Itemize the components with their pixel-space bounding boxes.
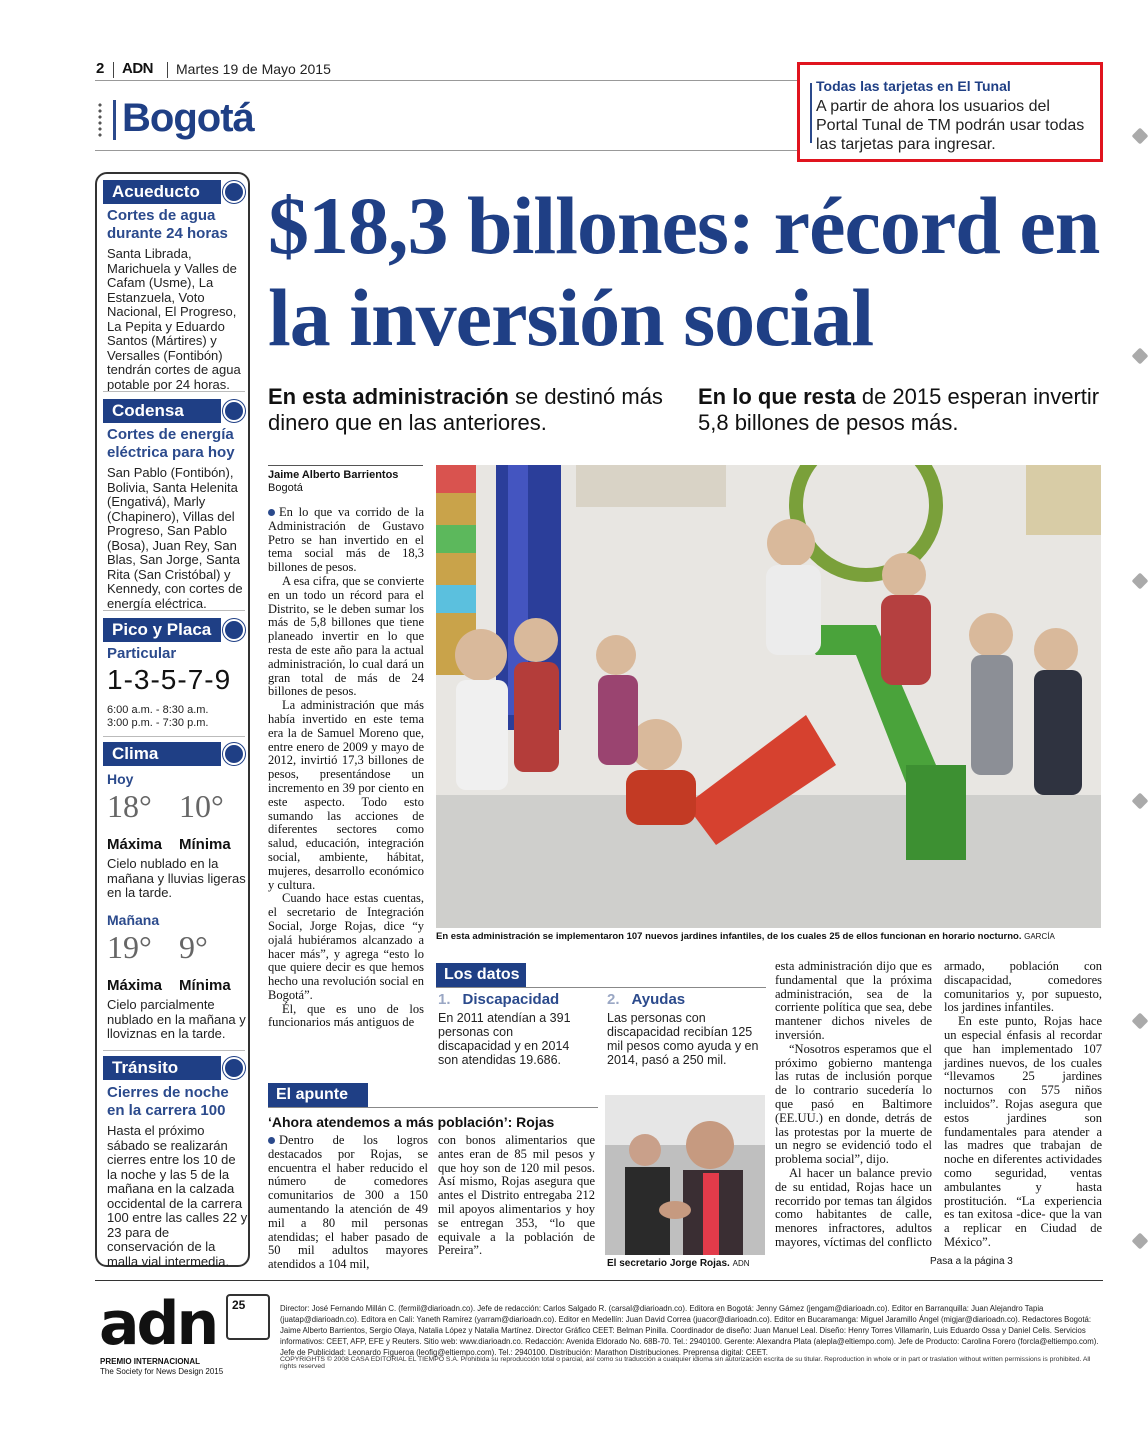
bullet-icon <box>268 509 275 516</box>
apunte-title: ‘Ahora atendemos a más población’: Rojas <box>268 1114 555 1130</box>
footer-premio: PREMIO INTERNACIONAL <box>100 1357 200 1366</box>
article-paragraph: Él, que es uno de los funcionarios más antiguos de <box>268 1001 424 1030</box>
secretary-caption <box>607 1258 750 1269</box>
margin-arrow-icon <box>1132 348 1148 365</box>
sidebar-tab-clima: Clima <box>103 742 221 766</box>
article-paragraph: Al hacer un balance previo de su entidad, Rojas hace un recorrido por temas tan álgidos como habitantes de calle, menores infractores, adultos mayores, víctimas del conflicto <box>775 1165 932 1249</box>
apunte-column-2 <box>438 1134 595 1258</box>
photo-caption-text: En esta administración se implementaron 107 nuevos jardines infantiles, de los cuales 25 de ellos funcionan en horario nocturno. <box>436 931 1022 942</box>
article-paragraph: A esa cifra, que se convierte en un todo un récord para el Distrito, se le deben sumar los más de 5,8 billones que tiene planeado invertir en lo que resta de este año para la actual administración, lo cual dará un gran total de más de 24 billones de pesos. <box>268 573 424 699</box>
lead-right-rest: de 2015 esperan invertir 5,8 billones de pesos más. <box>698 384 1100 435</box>
clima-max-label: Máxima <box>107 977 163 994</box>
margin-arrow-icon <box>1132 573 1148 590</box>
article-paragraph: La administración que más había invertido en este tema era la de Samuel Moreno que, entre enero de 2009 y mayo de 2012, invirtió 17,3 billones de pesos, presentándose un incremento en 39 por ciento en este aspecto. Todo esto sumando las acciones de diferentes sectores como salud, educación, integración social, ambiente, hábitat, mujeres, desarrollo económico y cultura. <box>268 698 424 892</box>
secretary-portrait-illustration <box>605 1095 765 1255</box>
secretary-photo <box>605 1095 765 1255</box>
dato-2-heading <box>607 991 685 1008</box>
speech-bubble-icon <box>223 181 245 203</box>
photo-credit: GARCÍA <box>1024 932 1055 941</box>
lead-right-strong: En lo que resta <box>698 384 856 409</box>
teaser-box[interactable] <box>797 62 1103 162</box>
byline-place: Bogotá <box>268 482 303 494</box>
clima-min-label: Mínima <box>179 977 231 994</box>
section-dots-icon <box>96 102 104 138</box>
article-column-1 <box>268 506 424 1030</box>
speech-bubble-icon <box>223 619 245 641</box>
article-paragraph-text: En lo que va corrido de la Administración de Gustavo Petro se han invertido en el tema social más de 18,3 billones de pesos. <box>268 505 424 575</box>
sidebar-divider <box>103 391 245 392</box>
transito-text: Hasta el próximo sábado se realizarán cierres entre los 10 de la noche y las 5 de la mañana en la calzada occidental de la carrera 100 entre las calles 22 y 23 para de conservación de la malla vial intermedia. <box>107 1123 248 1269</box>
apunte-paragraph <box>268 1134 428 1272</box>
lead-left-strong: En esta administración <box>268 384 509 409</box>
article-column-3 <box>775 960 932 1250</box>
sidebar-divider <box>103 610 245 611</box>
article-paragraph: Cuando hace estas cuentas, el secretario de Integración Social, Jorge Rojas, dice “y ojalá hubiéramos alcanzado a hacer más”, y agrega “esto lo que quiere decir es que hemos hecho una revolución social en Bogotá”. <box>268 891 424 1002</box>
header-separator <box>113 62 114 78</box>
apunte-paragraph-text: Dentro de los logros destacados por Rojas, se encuentra el haber reducido el número de comedores comunitarios de 300 a 150 aumentando la atención de 49 mil a 80 mil personas atendidas; el haber pasado de 50 mil adultos mayores atendidos a 104 mil, <box>268 1133 428 1272</box>
datos-tab: Los datos <box>436 963 526 987</box>
apunte-rule <box>268 1107 598 1108</box>
byline-name: Jaime Alberto Barrientos <box>268 469 399 481</box>
margin-arrow-icon <box>1132 1233 1148 1250</box>
dato-2-number: 2. <box>607 991 620 1008</box>
pico-placa-hours-morning: 6:00 a.m. - 8:30 a.m. <box>107 704 209 716</box>
footer-logo: adn <box>99 1289 217 1359</box>
header-date: Martes 19 de Mayo 2015 <box>176 61 331 77</box>
acueducto-text: Santa Librada, Marichuela y Valles de Cafam (Usme), La Estanzuela, Voto Nacional, El Progreso, La Pepita y Eduardo Santos (Mártires) y Versalles (Fontibón) tendrán cortes de agua potable por 24 horas. <box>107 246 241 392</box>
speech-bubble-icon <box>223 1057 245 1079</box>
pico-placa-title: Particular <box>107 645 177 662</box>
anniversary-badge-icon <box>226 1294 270 1340</box>
codensa-text: San Pablo (Fontibón), Bolivia, Santa Helenita (Engativá), Marly (Chapinero), Villas del Progreso, San Pablo (Bosa), Juan Rey, San Blas, San Jorge, Santa Rita (San Cristóbal) y Kennedy, con cortes de energía eléctrica. <box>107 465 243 611</box>
section-bar <box>113 100 116 140</box>
apunte-column-1 <box>268 1134 428 1272</box>
speech-bubble-icon <box>223 743 245 765</box>
article-paragraph: En este punto, Rojas hace un especial énfasis al recordar que han implementado 107 jardines nuevos, de los cuales “llevamos 25 jardines nocturnos con 575 niños incluidos”. Rojas asegura que estos jardines son fundamentales para atender a las madres que trabajan de noche en diferentes actividades como seguridad, ventas ambulantes y hasta prostitución. “La experiencia es tan exitosa -dice- que la van a replicar en Ciudad de México”. <box>944 1014 1102 1249</box>
footer-credits: Director: José Fernando Millán C. (fermil@diarioadn.co). Jefe de redacción: Carlos Salgado R. (carsal@diarioadn.co). Editora en Bogotá: Jenny Gámez (jengam@diarioadn.co). Editor en Barranquilla: Juan Alejandro Tapia (juatap@diarioadn.co). Editora en Cali: Yaneth Ramírez (yarram@diarioadn.co). Editor en Medellín: Juan David Correa (juacor@diarioadn.co). Editor en Bucaramanga: Miguel Jaramillo Ángel (migjar@diarioadn.co). Redactores Bogotá: Jaime Alberto Barrientos, Sergio Olaya, Natalia López y Natalia Martínez. Director Gráfico CEET: Belman Pinilla. Coordinador de diseño: Juan Manuel Leal. Diseño: Henry Torres Villamarín, Luis Eduardo Ossa y Daniel Celis. Servicios informativos: CEET, AFP, EFE y Reuters. Sitio web: www.diarioadn.co. Redacción: Avenida Eldorado No. 68B-70. Tel.: 2940100. Gerente: Alexandra Plata (alepla@eltiempo.com). Jefe de Producto: Carolina Forero (forcla@eltiempo.com). Jefe de Publicidad: Leonardo Figueroa (leofig@eltiempo.com). Tel.: 2940100. Distribución: Marathon Distribuciones. Preprensa digital: CEET. <box>280 1304 1099 1357</box>
continued-note[interactable]: Pasa a la página 3 <box>930 1256 1013 1267</box>
clima-tomorrow-text: Cielo parcialmente nublado en la mañana y lloviznas en la tarde. <box>107 997 246 1041</box>
dato-1-text: En 2011 atendían a 391 personas con discapacidad y en 2014 son atendidas 19.686. <box>438 1011 571 1067</box>
page-number: 2 <box>96 60 105 77</box>
article-column-4 <box>944 960 1102 1250</box>
article-paragraph: esta administración dijo que es fundamental que la próxima administración, sea de la corriente política que sea, debe mantener dichos niveles de inversión. <box>775 959 932 1042</box>
dato-2-title: Ayudas <box>631 991 686 1008</box>
photo-caption <box>436 931 1101 942</box>
acueducto-title: Cortes de agua durante 24 horas <box>107 207 228 242</box>
pico-placa-numbers: 1-3-5-7-9 <box>107 664 232 695</box>
sidebar-tab-acueducto: Acueducto <box>103 180 221 204</box>
article-paragraph: “Nosotros esperamos que el próximo gobierno mantenga las rutas de inclusión porque de lo contrario sucedería lo que pasó en Baltimore (EE.UU.) en donde, detrás de las protestas por la muerte de un negro se evidenció todo el problema social”, dijo. <box>775 1041 932 1167</box>
dato-1-title: Discapacidad <box>462 991 560 1008</box>
clima-today-max: 18° <box>107 788 152 824</box>
children-playing-illustration <box>436 465 1101 928</box>
header-separator <box>167 62 168 78</box>
article-paragraph <box>268 506 424 575</box>
pico-placa-hours-afternoon: 3:00 p.m. - 7:30 p.m. <box>107 717 209 729</box>
header-brand: ADN <box>122 60 153 77</box>
clima-today-label: Hoy <box>107 771 134 787</box>
teaser-title: Todas las tarjetas en El Tunal <box>816 78 1011 94</box>
lead-left <box>268 384 688 436</box>
clima-tomorrow-label: Mañana <box>107 912 160 928</box>
clima-today-text: Cielo nublado en la mañana y lluvias ligeras en la tarde. <box>107 856 246 900</box>
bullet-icon <box>268 1137 275 1144</box>
clima-tomorrow-max: 19° <box>107 929 152 965</box>
datos-rule <box>436 987 766 988</box>
secretary-photo-credit: ADN <box>732 1259 750 1268</box>
dato-1-number: 1. <box>438 991 451 1008</box>
main-photo <box>436 465 1101 928</box>
codensa-title: Cortes de energía eléctrica para hoy <box>107 426 235 461</box>
dato-2-text: Las personas con discapacidad recibían 125 mil pesos como ayuda y en 2014, pasó a 250 mil. <box>607 1011 759 1067</box>
lead-right <box>698 384 1108 436</box>
sidebar-tab-pico-placa: Pico y Placa <box>103 618 221 642</box>
margin-arrow-icon <box>1132 793 1148 810</box>
footer-society: The Society for News Design 2015 <box>100 1367 224 1376</box>
sidebar <box>95 172 250 1267</box>
secretary-caption-text: El secretario Jorge Rojas. <box>607 1258 730 1269</box>
sidebar-tab-codensa: Codensa <box>103 399 221 423</box>
margin-arrow-icon <box>1132 1013 1148 1030</box>
apunte-paragraph: con bonos alimentarios que antes eran de 85 mil pesos y que hoy son de 120 mil pesos. Así mismo, Rojas asegura que antes el Distrito entregaba 212 mil apoyos alimentarios y hoy se entregan 353, “lo que equivale a la población de Pereira”. <box>438 1133 595 1258</box>
anniversary-badge-number: 25 <box>232 1298 246 1312</box>
clima-tomorrow-min: 9° <box>179 929 208 965</box>
sidebar-tab-transito: Tránsito <box>103 1056 221 1080</box>
apunte-tab: El apunte <box>268 1083 368 1107</box>
clima-today-min: 10° <box>179 788 224 824</box>
sidebar-divider <box>103 736 245 737</box>
teaser-body: A partir de ahora los usuarios del Portal Tunal de TM podrán usar todas las tarjetas para ingresar. <box>816 98 1085 153</box>
lead-left-rest: se destinó más dinero que en las anteriores. <box>268 384 663 435</box>
sidebar-divider <box>103 1050 245 1051</box>
dato-1-heading <box>438 991 559 1008</box>
footer-copyright: COPYRIGHTS © 2008 CASA EDITORIAL EL TIEMPO S.A. Prohibida su reproducción total o parcial, así como su traducción a cualquier idioma sin autorización escrita de su titular. Reproduction in whole or in part or traslation without written permissions is prohibited. All rights reserved <box>280 1356 1091 1370</box>
clima-min-label: Mínima <box>179 836 231 853</box>
transito-title: Cierres de noche en la carrera 100 <box>107 1084 229 1119</box>
section-title: Bogotá <box>122 96 254 140</box>
footer-rule <box>95 1280 1103 1281</box>
pico-placa-hours <box>107 704 209 730</box>
margin-arrow-icon <box>1132 128 1148 145</box>
clima-max-label: Máxima <box>107 836 163 853</box>
teaser-bar <box>810 83 812 143</box>
speech-bubble-icon <box>223 400 245 422</box>
article-paragraph: armado, población con discapacidad, comedores comunitarios y, por supuesto, los jardines infantiles. <box>944 959 1102 1015</box>
byline-rule <box>268 465 423 466</box>
headline: $18,3 billones: récord en la inversión social <box>268 180 1100 363</box>
